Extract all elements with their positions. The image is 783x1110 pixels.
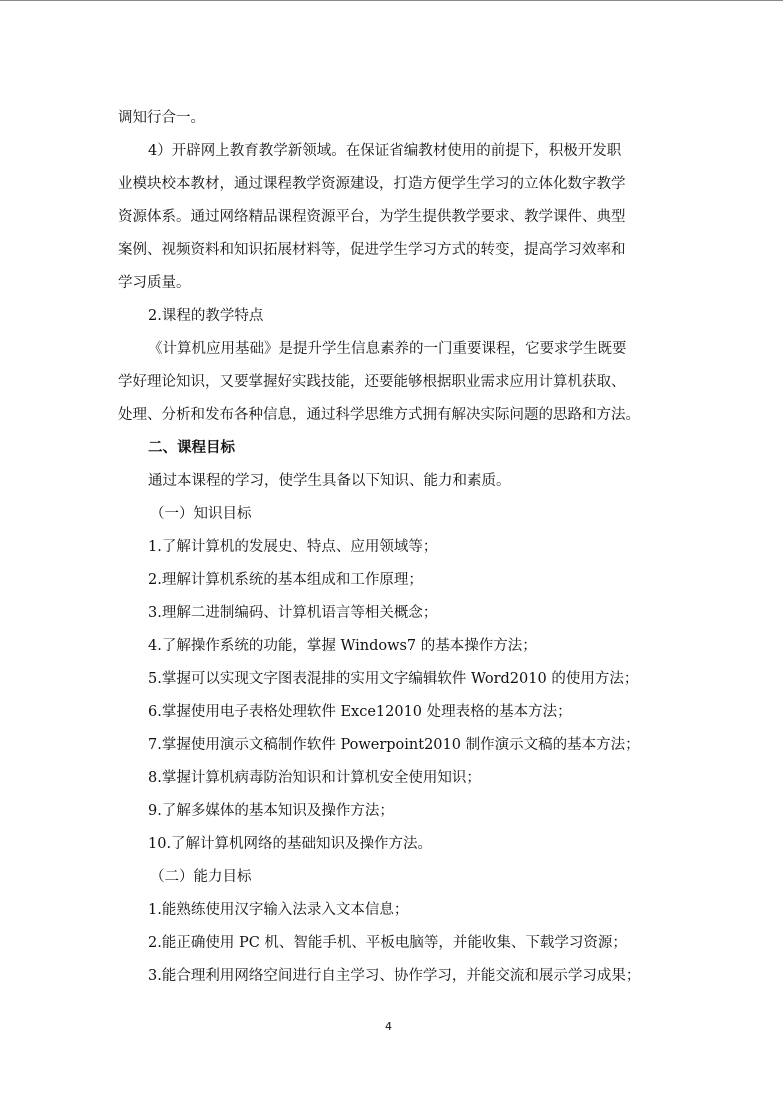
list-item: 2.能正确使用 PC 机、智能手机、平板电脑等，并能收集、下载学习资源；	[148, 935, 627, 951]
paragraph-line: 《计算机应用基础》是提升学生信息素养的一门重要课程，它要求学生既要	[148, 341, 627, 357]
list-item: 3.能合理利用网络空间进行自主学习、协作学习，并能交流和展示学习成果；	[148, 968, 641, 984]
paragraph-line: 学好理论知识，又要掌握好实践技能，还要能够根据职业需求应用计算机获取、	[118, 374, 626, 390]
list-item: 9.了解多媒体的基本知识及操作方法；	[148, 803, 394, 819]
page-number: 4	[385, 1020, 392, 1033]
list-item: 1.能熟练使用汉字输入法录入文本信息；	[148, 902, 409, 918]
paragraph-line: 学习质量。	[118, 275, 191, 291]
paragraph-line: 资源体系。通过网络精品课程资源平台，为学生提供教学要求、教学课件、典型	[118, 209, 626, 225]
list-item: 1.了解计算机的发展史、特点、应用领域等；	[148, 539, 438, 555]
paragraph-line: 处理、分析和发布各种信息，通过科学思维方式拥有解决实际问题的思路和方法。	[118, 407, 640, 423]
list-item: 8.掌握计算机病毒防治知识和计算机安全使用知识；	[148, 770, 481, 786]
section-heading: 2.课程的教学特点	[148, 308, 264, 324]
paragraph-line: 调知行合一。	[118, 110, 205, 126]
list-item: 4.了解操作系统的功能，掌握 Windows7 的基本操作方法；	[148, 638, 537, 654]
subsection-heading: （一）知识目标	[150, 506, 252, 522]
list-item: 10.了解计算机网络的基础知识及操作方法。	[148, 836, 433, 852]
paragraph-line: 4）开辟网上教育教学新领域。在保证省编教材使用的前提下，积极开发职	[148, 143, 622, 159]
paragraph-line: 通过本课程的学习，使学生具备以下知识、能力和素质。	[148, 473, 511, 489]
chapter-heading: 二、课程目标	[148, 439, 235, 456]
list-item: 7.掌握使用演示文稿制作软件 Powerpoint2010 制作演示文稿的基本方法；	[148, 737, 640, 753]
top-rule	[0, 0, 783, 1]
list-item: 6.掌握使用电子表格处理软件 Exce12010 处理表格的基本方法；	[148, 704, 572, 720]
list-item: 2.理解计算机系统的基本组成和工作原理；	[148, 572, 423, 588]
list-item: 3.理解二进制编码、计算机语言等相关概念；	[148, 605, 438, 621]
paragraph-line: 案例、视频资料和知识拓展材料等，促进学生学习方式的转变，提高学习效率和	[118, 242, 626, 258]
subsection-heading: （二）能力目标	[150, 869, 252, 885]
paragraph-line: 业模块校本教材，通过课程教学资源建设，打造方便学生学习的立体化数字教学	[118, 176, 626, 192]
list-item: 5.掌握可以实现文字图表混排的实用文字编辑软件 Word2010 的使用方法；	[148, 671, 639, 687]
